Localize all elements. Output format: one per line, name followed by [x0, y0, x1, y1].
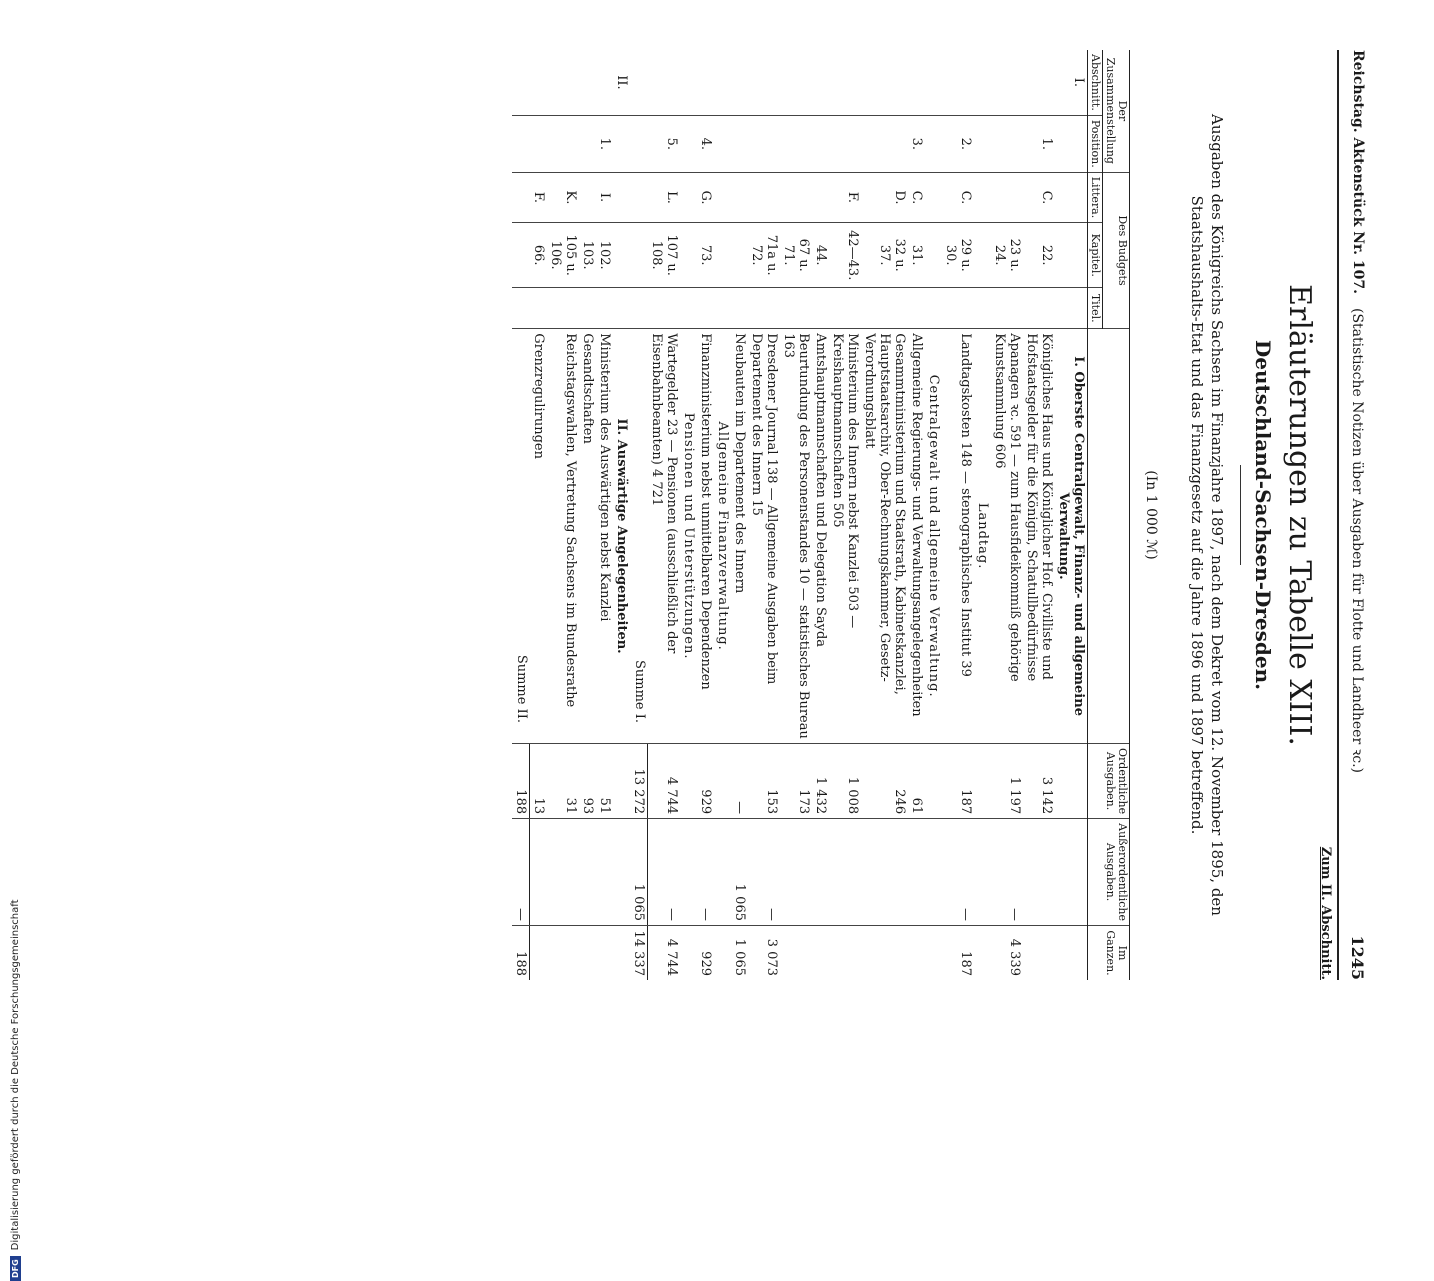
- titel-cell: [648, 288, 680, 329]
- ausserordentliche-cell: [908, 819, 925, 926]
- abschnitt-cell: [908, 50, 925, 115]
- abschnitt-cell: [748, 50, 780, 115]
- kapitel-cell: 44.: [812, 223, 829, 288]
- ganzen-cell: [614, 926, 631, 981]
- header-reference: Reichstag. Aktenstück Nr. 107.: [1350, 50, 1366, 294]
- ganzen-cell: [1055, 926, 1088, 981]
- kapitel-cell: 31.: [908, 223, 925, 288]
- ordentliche-cell: 51: [597, 744, 614, 819]
- subheading-row: [925, 50, 942, 980]
- position-cell: [861, 115, 908, 172]
- col-ordentliche: Ordentliche Ausgaben.: [1088, 744, 1130, 819]
- position-cell: [925, 115, 942, 172]
- ganzen-cell: [908, 926, 925, 981]
- titel-cell: [513, 288, 531, 329]
- table-row: [861, 50, 908, 980]
- running-header: [1341, 50, 1375, 980]
- littera-cell: [614, 172, 631, 223]
- kapitel-cell: [631, 223, 649, 288]
- abschnitt-cell: [974, 50, 991, 115]
- abschnitt-cell: [780, 50, 812, 115]
- table-row: [942, 50, 974, 980]
- ganzen-cell: 188: [513, 926, 531, 981]
- kapitel-cell: 23 u. 24.: [991, 223, 1023, 288]
- kapitel-cell: [731, 223, 748, 288]
- table-row: [748, 50, 780, 980]
- description-cell: Amtshauptmannschaften und Delegation Sayda: [812, 329, 829, 744]
- titel-cell: [580, 288, 597, 329]
- table-row: [780, 50, 812, 980]
- abschnitt-cell: [812, 50, 829, 115]
- littera-cell: [1055, 172, 1088, 223]
- abschnitt-cell: [1023, 50, 1055, 115]
- table-row: [530, 50, 548, 980]
- table-body: [513, 50, 1088, 980]
- abschnitt-cell: [925, 50, 942, 115]
- section-heading: II. Auswärtige Angelegenheiten.: [614, 329, 631, 744]
- kapitel-cell: 32 u. 37.: [861, 223, 908, 288]
- table-row: [580, 50, 597, 980]
- col-ausserordentliche: Außerordentliche Ausgaben.: [1088, 819, 1130, 926]
- position-cell: [1055, 115, 1088, 172]
- ordentliche-cell: [925, 744, 942, 819]
- col-description: [1088, 329, 1130, 744]
- table-row: [812, 50, 829, 980]
- titel-cell: [714, 288, 731, 329]
- titel-cell: [548, 288, 580, 329]
- ordentliche-cell: 3 142: [1023, 744, 1055, 819]
- ausserordentliche-cell: —: [748, 819, 780, 926]
- sum-label: Summe I.: [631, 329, 649, 744]
- littera-cell: [731, 172, 748, 223]
- ordentliche-cell: [614, 744, 631, 819]
- ausserordentliche-cell: —: [513, 819, 531, 926]
- description-cell: Reichstagswahlen, Vertretung Sachsens im Bundesrathe: [548, 329, 580, 744]
- description-cell: Beurtundung des Personenstandes 10 — statistisches Bureau 163: [780, 329, 812, 744]
- kapitel-cell: [974, 223, 991, 288]
- ganzen-cell: [680, 926, 697, 981]
- page-subtitle: Deutschland-Sachsen-Dresden.: [1251, 339, 1275, 691]
- kapitel-cell: 73.: [697, 223, 714, 288]
- position-cell: [731, 115, 748, 172]
- littera-cell: L.: [648, 172, 680, 223]
- ausserordentliche-cell: [597, 819, 614, 926]
- titel-cell: [942, 288, 974, 329]
- abschnitt-cell: [942, 50, 974, 115]
- description-cell: Neubauten im Departement des Innern: [731, 329, 748, 744]
- ganzen-cell: 4 744: [648, 926, 680, 981]
- ausserordentliche-cell: [974, 819, 991, 926]
- ganzen-cell: [780, 926, 812, 981]
- titel-cell: [780, 288, 812, 329]
- dfg-credit: [4, 321, 26, 1281]
- abschnitt-cell: [861, 50, 908, 115]
- header-rule: [1337, 50, 1339, 980]
- titel-cell: [925, 288, 942, 329]
- abschnitt-cell: [731, 50, 748, 115]
- titel-cell: [861, 288, 908, 329]
- ordentliche-cell: 173: [780, 744, 812, 819]
- position-cell: [780, 115, 812, 172]
- ausserordentliche-cell: [1055, 819, 1088, 926]
- ordentliche-cell: 4 744: [648, 744, 680, 819]
- position-cell: [974, 115, 991, 172]
- kapitel-cell: 66.: [530, 223, 548, 288]
- littera-cell: C.: [942, 172, 974, 223]
- position-cell: [513, 115, 531, 172]
- ordentliche-cell: 929: [697, 744, 714, 819]
- kapitel-cell: [1055, 223, 1088, 288]
- abschnitt-cell: [680, 50, 697, 115]
- ordentliche-cell: —: [731, 744, 748, 819]
- ordentliche-cell: 13 272: [631, 744, 649, 819]
- position-cell: [991, 115, 1023, 172]
- abschnitt-cell: [697, 50, 714, 115]
- littera-cell: D.: [861, 172, 908, 223]
- ganzen-cell: [974, 926, 991, 981]
- ordentliche-cell: 61: [908, 744, 925, 819]
- position-cell: [580, 115, 597, 172]
- ordentliche-cell: [680, 744, 697, 819]
- sub-heading: Pensionen und Unterstützungen.: [680, 329, 697, 744]
- ordentliche-cell: 153: [748, 744, 780, 819]
- ordentliche-cell: [974, 744, 991, 819]
- littera-cell: [580, 172, 597, 223]
- ausserordentliche-cell: [714, 819, 731, 926]
- page-number: 1245: [1348, 935, 1368, 980]
- ordentliche-cell: 93: [580, 744, 597, 819]
- ganzen-cell: [580, 926, 597, 981]
- ganzen-cell: 3 073: [748, 926, 780, 981]
- abschnitt-cell: [829, 50, 861, 115]
- rotated-document: [95, 50, 1375, 980]
- ausserordentliche-cell: [1023, 819, 1055, 926]
- ausserordentliche-cell: [812, 819, 829, 926]
- titel-cell: [731, 288, 748, 329]
- ganzen-cell: 14 337: [631, 926, 649, 981]
- position-cell: [614, 115, 631, 172]
- littera-cell: [748, 172, 780, 223]
- ausserordentliche-cell: —: [942, 819, 974, 926]
- littera-cell: [991, 172, 1023, 223]
- ganzen-cell: [597, 926, 614, 981]
- position-cell: [748, 115, 780, 172]
- col-titel: Titel.: [1088, 288, 1103, 329]
- col-group-zusammenstellung: Der Zusammenstellung: [1103, 50, 1130, 172]
- description-cell: Königliches Haus und Königlicher Hof. Civilliste und Hofstaatsgelder für die Königin, Schatullbedürfnisse: [1023, 329, 1055, 744]
- ganzen-cell: 4 339: [991, 926, 1023, 981]
- sub-heading: Centralgewalt und allgemeine Verwaltung.: [925, 329, 942, 744]
- titel-cell: [597, 288, 614, 329]
- ordentliche-cell: 1 432: [812, 744, 829, 819]
- littera-cell: I.: [597, 172, 614, 223]
- kapitel-cell: 105 u. 106.: [548, 223, 580, 288]
- ausserordentliche-cell: [780, 819, 812, 926]
- kapitel-cell: [925, 223, 942, 288]
- ganzen-cell: [861, 926, 908, 981]
- position-cell: [829, 115, 861, 172]
- header-description: (Statistische Notizen über Ausgaben für Flotte und Landheer ꝛc.): [1349, 308, 1366, 773]
- position-cell: 1.: [597, 115, 614, 172]
- divider: [1240, 465, 1241, 565]
- abschnitt-cell: [513, 50, 531, 115]
- page-title: Erläuterungen zu Tabelle XIII.: [1282, 284, 1317, 746]
- col-kapitel: Kapitel.: [1088, 223, 1103, 288]
- littera-cell: C.: [1023, 172, 1055, 223]
- table-row: [1023, 50, 1055, 980]
- table-row: [991, 50, 1023, 980]
- position-cell: 1.: [1023, 115, 1055, 172]
- col-abschnitt: Abschnitt.: [1088, 50, 1103, 115]
- titel-cell: [680, 288, 697, 329]
- description-cell: Wartegelder 23 — Pensionen (ausschließlich der Eisenbahnbeamten) 4 721: [648, 329, 680, 744]
- ausserordentliche-cell: [530, 819, 548, 926]
- description-cell: Gesandtschaften: [580, 329, 597, 744]
- table-row: [597, 50, 614, 980]
- description-cell: Ministerium des Auswärtigen nebst Kanzlei: [597, 329, 614, 744]
- position-cell: [530, 115, 548, 172]
- littera-cell: [680, 172, 697, 223]
- description-cell: Ministerium des Innern nebst Kanzlei 503 — Kreishauptmannschaften 505: [829, 329, 861, 744]
- ordentliche-cell: [714, 744, 731, 819]
- sum-row: [513, 50, 531, 980]
- kapitel-cell: 102.: [597, 223, 614, 288]
- ganzen-cell: 187: [942, 926, 974, 981]
- section-heading: I. Oberste Centralgewalt, Finanz- und allgemeine Verwaltung.: [1055, 329, 1088, 744]
- kapitel-cell: 67 u. 71.: [780, 223, 812, 288]
- littera-cell: K.: [548, 172, 580, 223]
- ausserordentliche-cell: —: [648, 819, 680, 926]
- kapitel-cell: [614, 223, 631, 288]
- table-row: [548, 50, 580, 980]
- titel-cell: [1023, 288, 1055, 329]
- ordentliche-cell: 188: [513, 744, 531, 819]
- ausserordentliche-cell: [925, 819, 942, 926]
- ordentliche-cell: 13: [530, 744, 548, 819]
- abschnitt-cell: [714, 50, 731, 115]
- littera-cell: [974, 172, 991, 223]
- ganzen-cell: [812, 926, 829, 981]
- abschnitt-cell: [648, 50, 680, 115]
- abschnitt-cell: I.: [1071, 77, 1086, 88]
- ordentliche-cell: 187: [942, 744, 974, 819]
- col-ganzen: Im Ganzen.: [1088, 926, 1130, 981]
- ausserordentliche-cell: [829, 819, 861, 926]
- description-cell: Finanzministerium nebst unmittelbaren Dependenzen: [697, 329, 714, 744]
- section-row: [1055, 50, 1088, 980]
- position-cell: 2.: [942, 115, 974, 172]
- position-cell: 3.: [908, 115, 925, 172]
- ordentliche-cell: 1 197: [991, 744, 1023, 819]
- dfg-logo: DFG: [10, 1256, 21, 1281]
- littera-cell: C.: [908, 172, 925, 223]
- littera-cell: F.: [530, 172, 548, 223]
- littera-cell: [812, 172, 829, 223]
- titel-cell: [1055, 288, 1088, 329]
- expenditure-table: [513, 50, 1131, 980]
- description-cell: Grenzregulirungen: [530, 329, 548, 744]
- document-page: [95, 50, 1375, 980]
- subheading-row: [680, 50, 697, 980]
- titel-cell: [829, 288, 861, 329]
- ordentliche-cell: 246: [861, 744, 908, 819]
- description-cell: Allgemeine Regierungs- und Verwaltungsangelegenheiten: [908, 329, 925, 744]
- titel-cell: [812, 288, 829, 329]
- col-group-budget: Des Budgets: [1103, 172, 1130, 329]
- col-position: Position.: [1088, 115, 1103, 172]
- abschnitt-cell: [548, 50, 580, 115]
- titel-cell: [748, 288, 780, 329]
- abschnitt-cell: [580, 50, 597, 115]
- ausserordentliche-cell: [580, 819, 597, 926]
- table-row: [829, 50, 861, 980]
- ausserordentliche-cell: [680, 819, 697, 926]
- abschnitt-cell: [530, 50, 548, 115]
- ganzen-cell: [548, 926, 580, 981]
- kapitel-cell: 42—43.: [829, 223, 861, 288]
- ganzen-cell: [925, 926, 942, 981]
- col-littera: Littera.: [1088, 172, 1103, 223]
- position-cell: [680, 115, 697, 172]
- ganzen-cell: [1023, 926, 1055, 981]
- table-row: [908, 50, 925, 980]
- titel-cell: [530, 288, 548, 329]
- ordentliche-cell: 31: [548, 744, 580, 819]
- description-cell: Gesammtministerium und Staatsrath, Kabinetskanzlei, Hauptstaatsarchiv, Ober-Rechnungskammer, Gesetz-Verordnungsblatt: [861, 329, 908, 744]
- position-cell: 5.: [648, 115, 680, 172]
- ausserordentliche-cell: [614, 819, 631, 926]
- ausserordentliche-cell: —: [991, 819, 1023, 926]
- abschnitt-cell: II.: [614, 75, 630, 90]
- ausserordentliche-cell: 1 065: [731, 819, 748, 926]
- ordentliche-cell: [1055, 744, 1088, 819]
- titel-cell: [908, 288, 925, 329]
- kapitel-cell: 29 u. 30.: [942, 223, 974, 288]
- littera-cell: [513, 172, 531, 223]
- kapitel-cell: 71a u. 72.: [748, 223, 780, 288]
- ausserordentliche-cell: [861, 819, 908, 926]
- littera-cell: [780, 172, 812, 223]
- table-row: [697, 50, 714, 980]
- description-cell: Dresdener Journal 138 — Allgemeine Ausgaben beim Departement des Innern 15: [748, 329, 780, 744]
- abschnitt-cell: [991, 50, 1023, 115]
- abschnitt-cell: [597, 50, 614, 115]
- littera-cell: [631, 172, 649, 223]
- ausserordentliche-cell: [548, 819, 580, 926]
- position-cell: [714, 115, 731, 172]
- ganzen-cell: [714, 926, 731, 981]
- ordentliche-cell: 1 008: [829, 744, 861, 819]
- subheading-row: [714, 50, 731, 980]
- sub-heading: Landtag.: [974, 329, 991, 744]
- titel-cell: [614, 288, 631, 329]
- littera-cell: F.: [829, 172, 861, 223]
- credit-text: Digitalisierung gefördert durch die Deutsche Forschungsgemeinschaft: [9, 899, 21, 1251]
- titel-cell: [697, 288, 714, 329]
- position-cell: [631, 115, 649, 172]
- titel-cell: [631, 288, 649, 329]
- table-row: [731, 50, 748, 980]
- littera-cell: [714, 172, 731, 223]
- kapitel-cell: 107 u. 108.: [648, 223, 680, 288]
- sum-label: Summe II.: [513, 329, 531, 744]
- sub-heading: Allgemeine Finanzverwaltung.: [714, 329, 731, 744]
- ausserordentliche-cell: —: [697, 819, 714, 926]
- kapitel-cell: [680, 223, 697, 288]
- ganzen-cell: [829, 926, 861, 981]
- ganzen-cell: [530, 926, 548, 981]
- position-cell: [548, 115, 580, 172]
- ausserordentliche-cell: 1 065: [631, 819, 649, 926]
- ganzen-cell: 1 065: [731, 926, 748, 981]
- abschnitt-cell: [631, 50, 649, 115]
- titel-cell: [974, 288, 991, 329]
- position-cell: 4.: [697, 115, 714, 172]
- littera-cell: G.: [697, 172, 714, 223]
- section-row: [614, 50, 631, 980]
- kapitel-cell: [714, 223, 731, 288]
- subheading-row: [974, 50, 991, 980]
- littera-cell: [925, 172, 942, 223]
- section-tag: Zum II. Abschnitt.: [1318, 846, 1333, 980]
- position-cell: [812, 115, 829, 172]
- titel-cell: [991, 288, 1023, 329]
- kapitel-cell: 22.: [1023, 223, 1055, 288]
- description-cell: Apanagen ꝛc. 591 — zum Hausfideikommiß gehörige Kunstsammlung 606: [991, 329, 1023, 744]
- table-row: [648, 50, 680, 980]
- sum-row: [631, 50, 649, 980]
- description-cell: Landtagskosten 148 — stenographisches Institut 39: [942, 329, 974, 744]
- kapitel-cell: [513, 223, 531, 288]
- ganzen-cell: 929: [697, 926, 714, 981]
- unit-note: (In 1 000 ℳ): [1143, 470, 1159, 560]
- explanation-text: Ausgaben des Königreichs Sachsen im Finanzjahre 1897, nach dem Dekret vom 12. November 1895, den Staatshaushalts-Etat und das Finanzgesetz auf die Jahre 1896 und 1897 betreffend.: [1188, 114, 1226, 916]
- kapitel-cell: 103.: [580, 223, 597, 288]
